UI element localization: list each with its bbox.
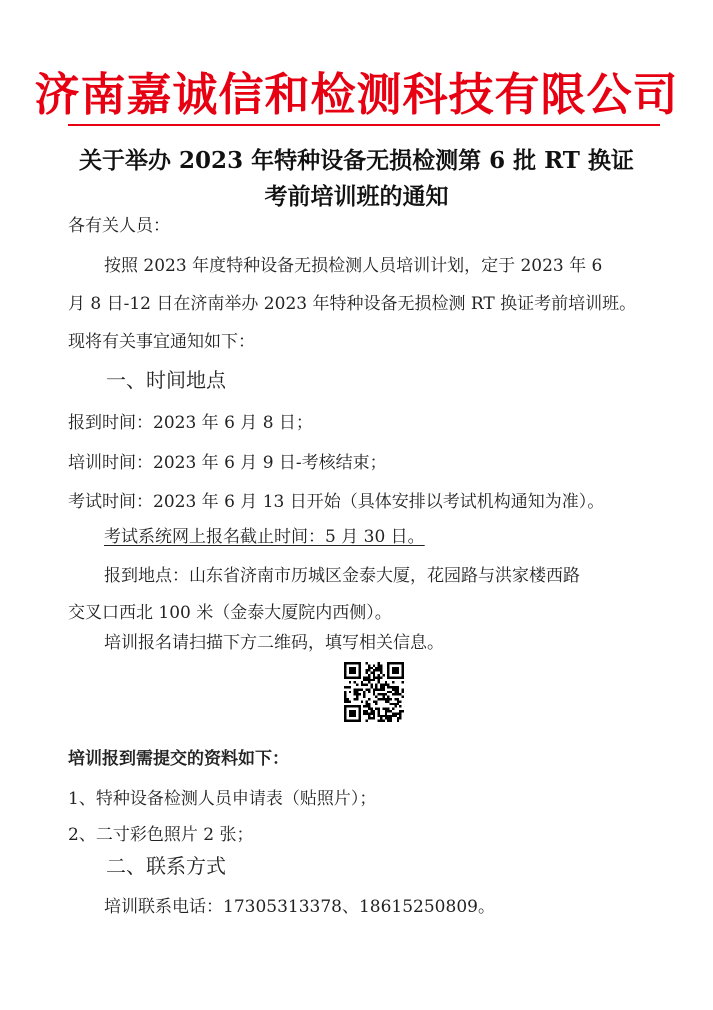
location-line1: 报到地点：山东省济南市历城区金泰大厦，花园路与洪家楼西路 xyxy=(104,566,580,586)
materials-item-1: 1、特种设备检测人员申请表（贴照片）； xyxy=(68,789,377,809)
scan-note: 培训报名请扫描下方二维码，填写相关信息。 xyxy=(104,633,444,653)
intro-line1: 按照 2023 年度特种设备无损检测人员培训计划，定于 2023 年 6 xyxy=(104,256,603,276)
materials-heading: 培训报到需提交的资料如下： xyxy=(68,749,289,769)
registration-deadline: 考试系统网上报名截止时间：5 月 30 日。 xyxy=(104,527,425,547)
intro-line2: 月 8 日-12 日在济南举办 2023 年特种设备无损检测 RT 换证考前培训班。 xyxy=(68,294,637,314)
exam-time: 考试时间：2023 年 6 月 13 日开始（具体安排以考试机构通知为准）。 xyxy=(68,492,605,512)
contact-phone: 培训联系电话：17305313378、18615250809。 xyxy=(104,897,495,917)
notice-title-line2: 考前培训班的通知 xyxy=(264,183,449,210)
location-line2: 交叉口西北 100 米（金泰大厦院内西侧）。 xyxy=(68,603,392,623)
notice-title-line1: 关于举办 2023 年特种设备无损检测第 6 批 RT 换证 xyxy=(79,147,634,174)
greeting: 各有关人员： xyxy=(68,216,170,236)
section2-heading: 二、联系方式 xyxy=(106,854,226,878)
company-name: 济南嘉诚信和检测科技有限公司 xyxy=(34,68,679,121)
training-time: 培训时间：2023 年 6 月 9 日-考核结束； xyxy=(68,453,387,473)
report-time: 报到时间：2023 年 6 月 8 日； xyxy=(68,413,313,433)
header-divider xyxy=(68,124,660,126)
materials-item-2: 2、二寸彩色照片 2 张； xyxy=(68,825,254,845)
section1-heading: 一、时间地点 xyxy=(106,368,226,392)
intro-line3: 现将有关事宜通知如下： xyxy=(68,332,255,352)
qr-code-icon[interactable] xyxy=(344,662,404,722)
